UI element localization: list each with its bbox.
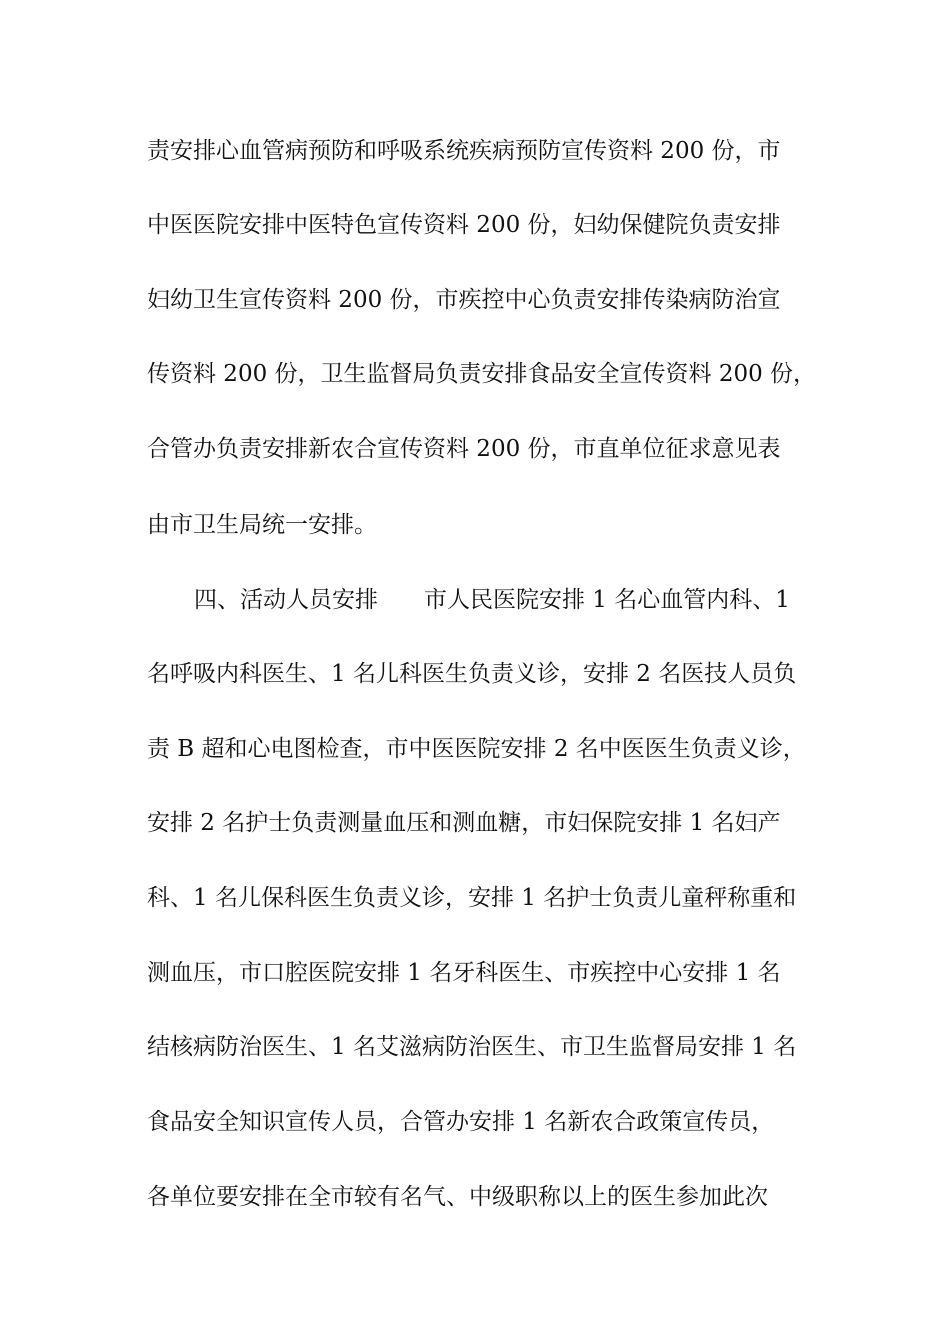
text-line-5: 合管办负责安排新农合宣传资料 200 份，市直单位征求意见表 bbox=[147, 436, 781, 462]
text-line-14: 食品安全知识宣传人员，合管办安排 1 名新农合政策宣传员， bbox=[147, 1109, 775, 1135]
text-line-13: 结核病防治医生、1 名艾滋病防治医生、市卫生监督局安排 1 名 bbox=[147, 1034, 797, 1060]
text-line-8: 名呼吸内科医生、1 名儿科医生负责义诊，安排 2 名医技人员负 bbox=[147, 661, 797, 687]
text-line-1: 责安排心血管病预防和呼吸系统疾病预防宣传资料 200 份，市 bbox=[147, 138, 781, 164]
text-line-4: 传资料 200 份，卫生监督局负责安排食品安全宣传资料 200 份， bbox=[147, 361, 817, 387]
text-line-15: 各单位要安排在全市较有名气、中级职称以上的医生参加此次 bbox=[147, 1184, 768, 1210]
text-line-10: 安排 2 名护士负责测量血压和测血糖，市妇保院安排 1 名妇产 bbox=[147, 810, 781, 836]
section-heading-line: 四、活动人员安排 市人民医院安排 1 名心血管内科、1 bbox=[194, 587, 790, 613]
text-line-2: 中医医院安排中医特色宣传资料 200 份，妇幼保健院负责安排 bbox=[147, 212, 781, 238]
text-line-6: 由市卫生局统一安排。 bbox=[147, 512, 377, 538]
text-line-11: 科、1 名儿保科医生负责义诊，安排 1 名护士负责儿童秤称重和 bbox=[147, 885, 797, 911]
text-line-3: 妇幼卫生宣传资料 200 份，市疾控中心负责安排传染病防治宣 bbox=[147, 287, 781, 313]
text-line-9: 责 B 超和心电图检查，市中医医院安排 2 名中医医生负责义诊， bbox=[147, 736, 806, 762]
text-line-12: 测血压，市口腔医院安排 1 名牙科医生、市疾控中心安排 1 名 bbox=[147, 960, 781, 986]
